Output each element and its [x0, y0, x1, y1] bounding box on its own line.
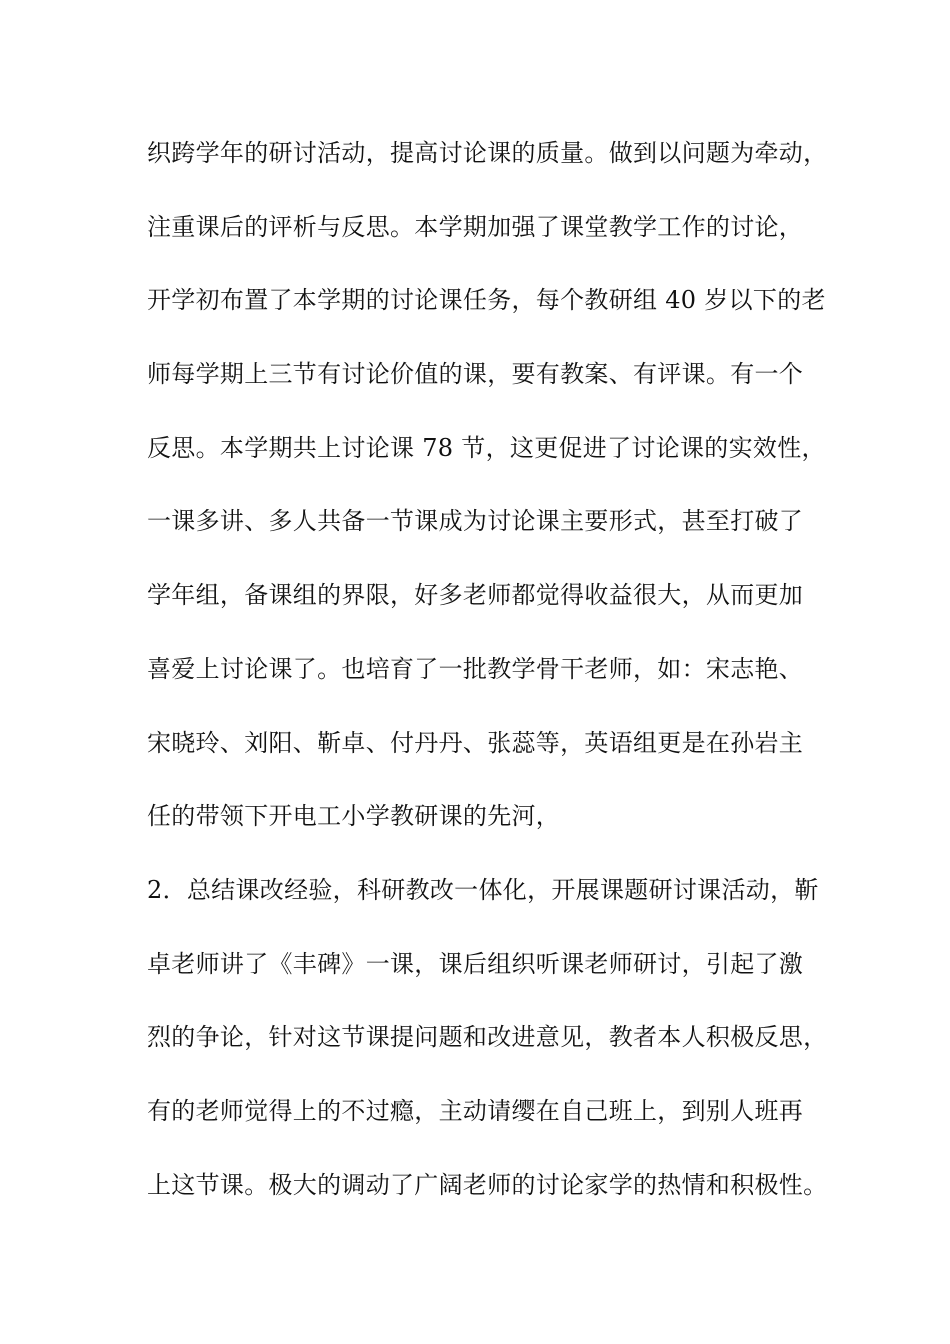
body-text: [147, 127, 837, 1232]
text-line: 织跨学年的研讨活动，提高讨论课的质量。做到以问题为牵动，: [147, 139, 828, 167]
text-line: 注重课后的评析与反思。本学期加强了课堂教学工作的讨论，: [147, 212, 804, 241]
list-item-2: 2．总结课改经验，科研教改一体化，开展课题研讨课活动，靳: [147, 875, 819, 904]
text-line: 学年组，备课组的界限，好多老师都觉得收益很大，从而更加: [147, 581, 804, 610]
text-line: 上这节课。极大的调动了广阔老师的讨论家学的热情和积极性。: [147, 1170, 828, 1199]
text-line: 任的带领下开电工小学教研课的先河，: [147, 802, 561, 831]
text-line: 开学初布置了本学期的讨论课任务，每个教研组 40 岁以下的老: [147, 286, 826, 315]
text-line: 喜爱上讨论课了。也培育了一批教学骨干老师，如：宋志艳、: [147, 654, 804, 683]
text-line: 宋晓玲、刘阳、靳卓、付丹丹、张蕊等，英语组更是在孙岩主: [147, 728, 804, 757]
text-line: 有的老师觉得上的不过瘾，主动请缨在自己班上，到别人班再: [147, 1096, 804, 1125]
text-line: 反思。本学期共上讨论课 78 节，这更促进了讨论课的实效性，: [147, 433, 826, 462]
text-line: 烈的争论，针对这节课提问题和改进意见，教者本人积极反思，: [147, 1023, 828, 1052]
text-line: 一课多讲、多人共备一节课成为讨论课主要形式，甚至打破了: [147, 507, 804, 536]
text-line: 师每学期上三节有讨论价值的课，要有教案、有评课。有一个: [147, 360, 804, 389]
text-line: 卓老师讲了《丰碑》一课，课后组织听课老师研讨，引起了激: [147, 949, 804, 978]
